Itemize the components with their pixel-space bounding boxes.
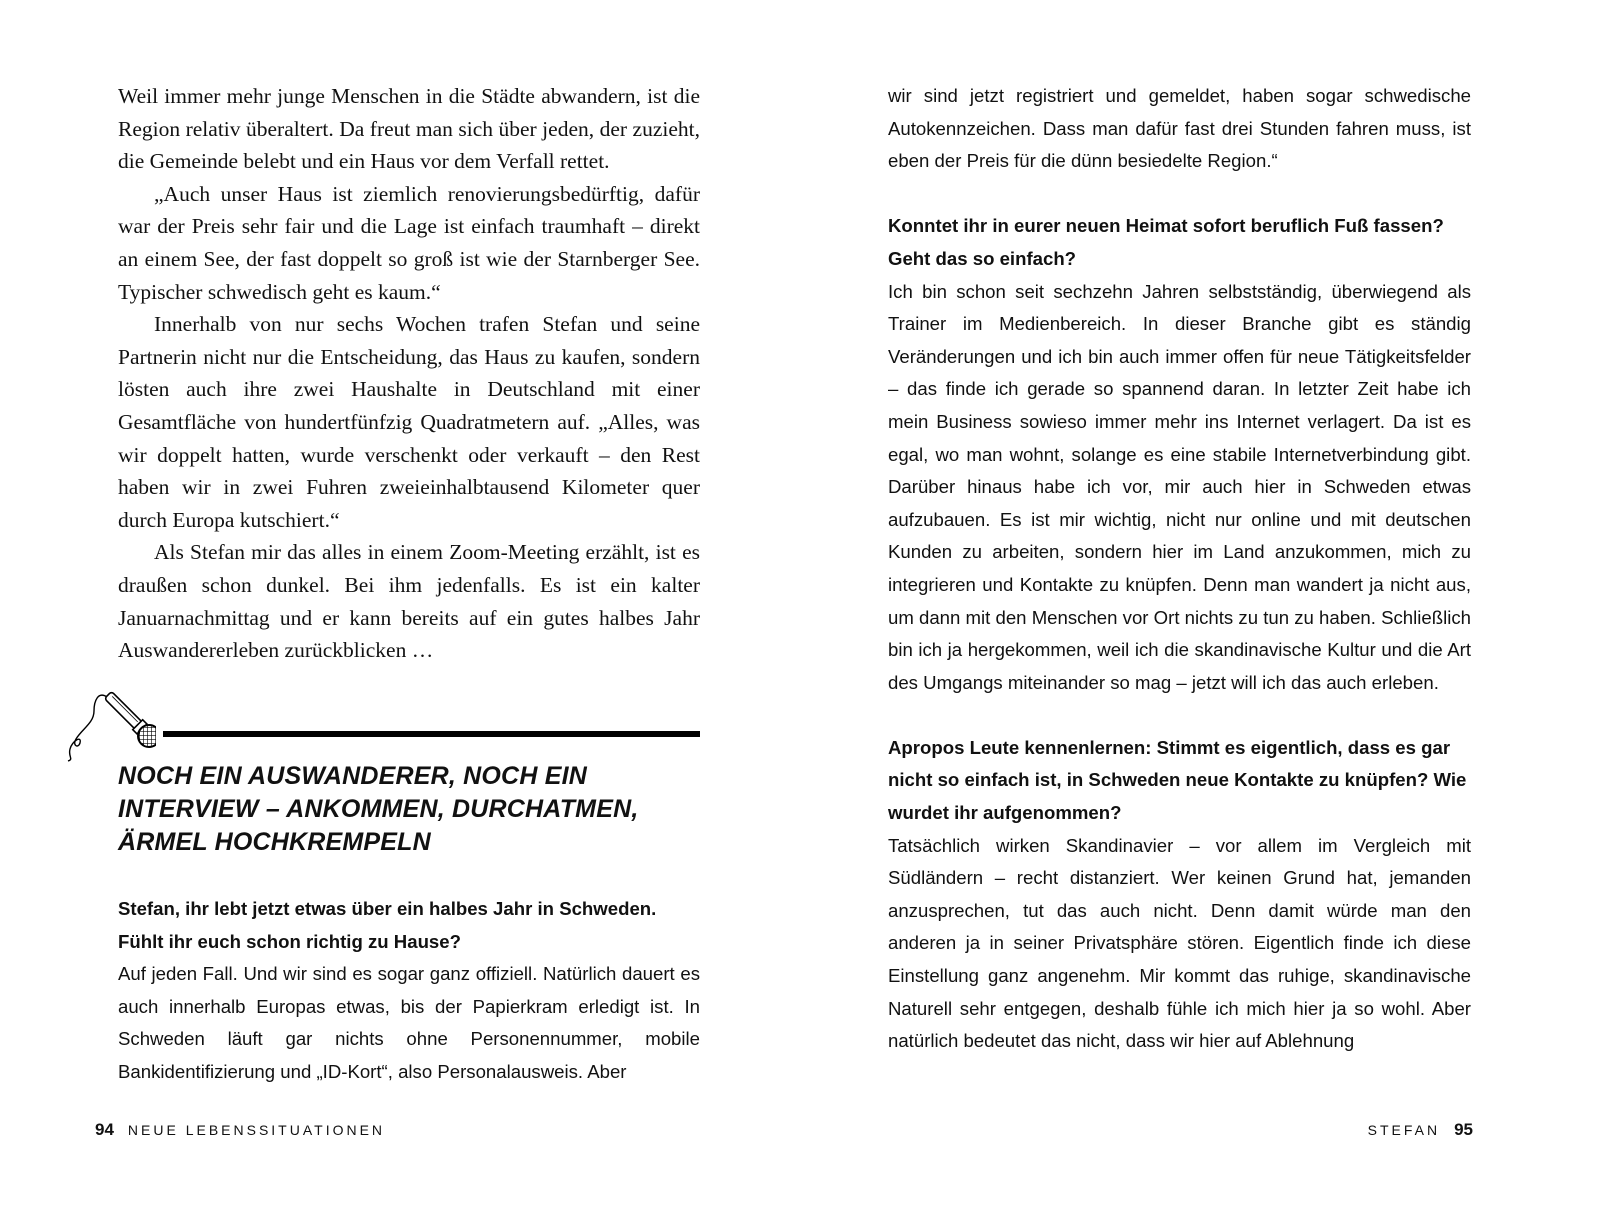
- paragraph: Innerhalb von nur sechs Wochen trafen Stefan und seine Partnerin nicht nur die Entscheidung, das Haus zu kaufen, sondern lösten auch ihre zwei Haushalte in Deutschland mit einer Gesamtfläche von hundertfünfzig Quadratmetern auf. „Alles, was wir doppelt hatten, wurde verschenkt oder verkauft – den Rest haben wir in zwei Fuhren zweieinhalbtausend Kilometer quer durch Europa kutschiert.“: [118, 312, 700, 532]
- spacer: [888, 178, 1471, 211]
- interview-answer: Ich bin schon seit sechzehn Jahren selbstständig, überwiegend als Trainer im Medienbereich. In dieser Branche gibt es ständig Veränderungen und ich bin auch immer offen für neue Tätigkeitsfelder – das finde ich gerade so spannend daran. In letzter Zeit habe ich mein Business sowieso immer mehr ins Internet verlagert. Da ist es egal, wo man wohnt, solange es eine stabile Internetverbindung gibt. Darüber hinaus habe ich vor, mir auch hier in Schweden etwas aufzubauen. Es ist mir wichtig, nicht nur online und mit deutschen Kunden zu arbeiten, sondern hier im Land anzukommen, mich zu integrieren und Kontakte zu knüpfen. Denn man wandert ja nicht aus, um dann mit den Menschen vor Ort nichts zu tun zu haben. Schließlich bin ich ja hergekommen, weil ich die skandinavische Kultur und die Art des Umgangs miteinander so mag – jetzt will ich das auch erleben.: [888, 280, 1471, 693]
- interview-answer: Auf jeden Fall. Und wir sind es sogar ganz offiziell. Natürlich dauert es auch innerhalb Europas etwas, bis der Papierkram erledigt ist. In Schweden läuft gar nichts ohne Personennummer, mobile Bankidentifizierung und „ID-Kort“, also Personalausweis. Aber: [118, 963, 700, 1082]
- interview-text: [888, 80, 1471, 1058]
- spacer: [888, 699, 1471, 732]
- page-number: 94: [95, 1120, 114, 1139]
- answer-continuation: wir sind jetzt registriert und gemeldet, haben sogar schwedische Autokennzeichen. Dass man dafür fast drei Stunden fahren muss, ist eben der Preis für die dünn besiedelte Region.“: [888, 85, 1471, 172]
- page-number: 95: [1454, 1120, 1473, 1139]
- section-divider: [163, 731, 700, 737]
- narrative-text: [118, 80, 700, 667]
- interview-answer: Tatsächlich wirken Skandinavier – vor allem im Vergleich mit Südländern – recht distanziert. Wer keinen Grund hat, jemanden anzusprechen, tut das auch nicht. Denn damit würde man den anderen ja in seiner Privatsphäre stören. Eigentlich finde ich diese Einstellung ganz angenehm. Mir kommt das ruhige, skandinavische Naturell sehr entgegen, deshalb fühle ich mich hier ja so wohl. Aber natürlich bedeutet das nicht, dass wir hier auf Ablehnung: [888, 834, 1471, 1052]
- section-heading: NOCH EIN AUSWANDERER, NOCH EIN INTERVIEW – ANKOMMEN, DURCHATMEN, ÄRMEL HOCHKREMPELN: [118, 762, 639, 856]
- paragraph: „Auch unser Haus ist ziemlich renovierungsbedürftig, dafür war der Preis sehr fair und die Lage ist einfach traumhaft – direkt an einem See, der fast doppelt so groß ist wie der Starnberger See. Typischer schwedisch geht es kaum.“: [118, 181, 700, 304]
- running-head: NEUE LEBENSSITUATIONEN: [127, 1122, 386, 1138]
- paragraph: Weil immer mehr junge Menschen in die Städte abwandern, ist die Region relativ überaltert. Da freut man sich über jeden, der zuzieht, die Gemeinde belebt und ein Haus vor dem Verfall rettet.: [118, 84, 700, 174]
- interview-question: Konntet ihr in eurer neuen Heimat sofort beruflich Fuß fassen? Geht das so einfach?: [888, 215, 1444, 269]
- page-footer: [1368, 1120, 1473, 1140]
- interview-question: Stefan, ihr lebt jetzt etwas über ein halbes Jahr in Schweden. Fühlt ihr euch schon richtig zu Hause?: [118, 898, 657, 952]
- right-page: [803, 0, 1606, 1211]
- running-head: STEFAN: [1367, 1122, 1441, 1138]
- microphone-icon: [64, 683, 156, 763]
- page-footer: [95, 1120, 385, 1140]
- interview-question: Apropos Leute kennenlernen: Stimmt es eigentlich, dass es gar nicht so einfach ist, in Schweden neue Kontakte zu knüpfen? Wie wurdet ihr aufgenommen?: [888, 736, 1467, 824]
- paragraph: Als Stefan mir das alles in einem Zoom-Meeting erzählt, ist es draußen schon dunkel. Bei ihm jedenfalls. Es ist ein kalter Januarnachmittag und er kann bereits auf ein gutes halbes Jahr Auswandererleben zurückblicken …: [118, 540, 700, 663]
- interview-block: [118, 893, 700, 1089]
